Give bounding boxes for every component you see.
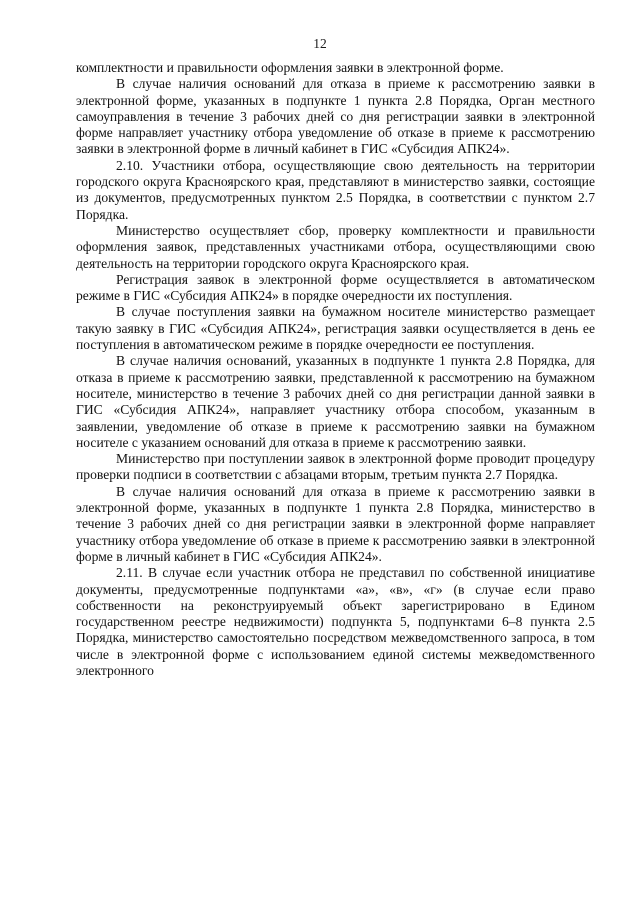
paragraph-1: комплектности и правильности оформления заявки в электронной форме. bbox=[76, 60, 504, 75]
paragraph-8: Министерство при поступлении заявок в электронной форме проводит процедуру проверки подписи в соответствии с абзацами вторым, третьим пункта 2.7 Порядка. bbox=[76, 451, 595, 483]
paragraph-3: 2.10. Участники отбора, осуществляющие свою деятельность на территории городского округа Красноярского края, представляют в министерство заявки, состоящие из документов, предусмотренных пунктом 2.5 Порядка, в соответствии с пунктом 2.7 Порядка. bbox=[76, 157, 595, 222]
paragraph-7: В случае наличия оснований, указанных в подпункте 1 пункта 2.8 Порядка, для отказа в приеме к рассмотрению заявки, представленной к рассмотрению на бумажном носителе, министерство в течение 3 рабочих дней со дня регистрации данной заявки в ГИС «Субсидия АПК24», направляет участнику отбора способом, указанным в заявлении, уведомление об отказе в приеме к рассмотрению заявки на бумажном носителе с указанием оснований для отказа в приеме к рассмотрению заявки. bbox=[76, 353, 595, 450]
paragraph-4: Министерство осуществляет сбор, проверку комплектности и правильности оформления заявок, представленных участниками отбора, осуществляющими свою деятельность на территории городского округа Красноярского края. bbox=[76, 222, 595, 271]
document-body bbox=[76, 60, 595, 679]
page-number: 12 bbox=[313, 36, 327, 51]
paragraph-2: В случае наличия оснований для отказа в приеме к рассмотрению заявки в электронной форме, указанных в подпункте 1 пункта 2.8 Порядка, Орган местного самоуправления в течение 3 рабочих дней со дня регистрации заявки в электронной форме направляет участнику отбора уведомление об отказе в приеме к рассмотрению заявки в электронной форме в личный кабинет в ГИС «Субсидия АПК24». bbox=[76, 76, 595, 157]
paragraph-10: 2.11. В случае если участник отбора не представил по собственной инициативе документы, предусмотренные подпунктами «а», «в», «г» (в случае если право собственности на реконструируемый объект зарегистрировано в Едином государственном реестре недвижимости) подпункта 5, подпунктами 6–8 пункта 2.5 Порядка, министерство самостоятельно посредством межведомственного запроса, в том числе в электронной форме с использованием единой системы межведомственного электронного bbox=[76, 565, 595, 678]
paragraph-9: В случае наличия оснований для отказа в приеме к рассмотрению заявки в электронной форме, указанных в подпункте 1 пункта 2.8 Порядка, министерство в течение 3 рабочих дней со дня регистрации заявки в электронной форме направляет участнику отбора уведомление об отказе в приеме к рассмотрению заявки в электронной форме в личный кабинет в ГИС «Субсидия АПК24». bbox=[76, 483, 595, 564]
paragraph-5: Регистрация заявок в электронной форме осуществляется в автоматическом режиме в ГИС «Субсидия АПК24» в порядке очередности их поступления. bbox=[76, 271, 595, 304]
paragraph-6: В случае поступления заявки на бумажном носителе министерство размещает такую заявку в ГИС «Субсидия АПК24», регистрация заявки осуществляется в день ее поступления в автоматическом режиме в порядке очередности ее поступления. bbox=[76, 304, 595, 353]
